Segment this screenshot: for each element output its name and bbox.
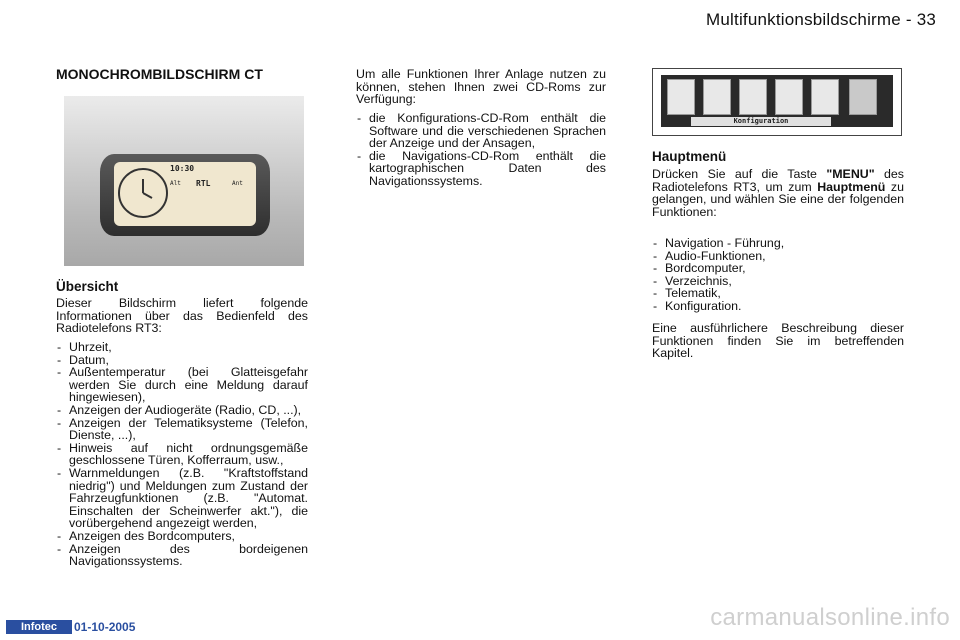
list-item: - Konfiguration. xyxy=(652,300,904,313)
list-item: - Außentemperatur (bei Glatteisgefahr werden Sie durch eine Meldung darauf hingewiesen), xyxy=(56,366,308,404)
function-list xyxy=(652,237,904,313)
lcd-station: RTL xyxy=(196,179,211,188)
audio-icon xyxy=(703,79,731,115)
list-item: - Verzeichnis, xyxy=(652,275,904,288)
telematik-icon xyxy=(811,79,839,115)
intro-text-2: des Radiotelefons RT3, um zum xyxy=(652,167,905,194)
menu-key: "MENU" xyxy=(826,167,875,181)
main-menu-heading: Hauptmenü xyxy=(652,149,727,164)
bordcomputer-icon xyxy=(739,79,767,115)
lcd-label-c: Ant xyxy=(232,180,243,187)
menu-selected-label: Konfiguration xyxy=(691,117,831,126)
list-item: - Uhrzeit, xyxy=(56,341,308,354)
cd-list xyxy=(356,112,606,188)
list-item: - Warnmeldungen (z.B. "Kraftstoffstand niedrig") und Meldungen zum Zustand der Fahrzeugfunktionen (z.B. "Automat. Einschalten der Scheinwerfer akt."), die vorübergehend angezeigt werden, xyxy=(56,467,308,530)
main-menu-term: Hauptmenü xyxy=(817,179,886,194)
list-item: - Anzeigen der Audiogeräte (Radio, CD, ...), xyxy=(56,404,308,417)
intro-text-1: Drücken Sie auf die Taste xyxy=(652,167,827,181)
navigation-icon xyxy=(667,79,695,115)
list-item: - die Konfigurations-CD-Rom enthält die Software und die verschiedenen Sprachen der Anzeige und der Ansagen, xyxy=(356,112,606,150)
clock-dial-icon xyxy=(118,168,168,218)
list-item: - Anzeigen des bordeigenen Navigationssystems. xyxy=(56,543,308,568)
verzeichnis-icon xyxy=(775,79,803,115)
list-item: - Audio-Funktionen, xyxy=(652,250,904,263)
display-lcd xyxy=(114,162,256,226)
section-title: MONOCHROMBILDSCHIRM CT xyxy=(56,66,263,82)
main-menu-outro: Eine ausführlichere Beschreibung dieser Funktionen finden Sie im betreffenden Kapitel. xyxy=(652,321,904,361)
header-separator: - xyxy=(905,10,912,29)
infotec-badge: Infotec xyxy=(6,620,72,634)
overview-heading: Übersicht xyxy=(56,279,119,294)
list-item: - Hinweis auf nicht ordnungsgemäße geschlossene Türen, Kofferraum, usw., xyxy=(56,442,308,467)
watermark: carmanualsonline.info xyxy=(710,604,950,631)
menu-screen xyxy=(661,75,893,127)
main-menu-intro xyxy=(652,168,904,218)
list-item: - Navigation - Führung, xyxy=(652,237,904,250)
main-menu-image xyxy=(652,68,902,136)
list-item: - die Navigations-CD-Rom enthält die kartographischen Daten des Navigationssystems. xyxy=(356,150,606,188)
page-number: 33 xyxy=(916,10,936,29)
list-item: - Telematik, xyxy=(652,287,904,300)
display-photo xyxy=(64,96,304,266)
list-item: - Anzeigen der Telematiksysteme (Telefon, Dienste, ...), xyxy=(56,417,308,442)
list-item: - Bordcomputer, xyxy=(652,262,904,275)
lcd-label-a: Alt xyxy=(170,180,181,187)
footer-date: 01-10-2005 xyxy=(74,620,136,634)
page-header xyxy=(706,10,936,30)
list-item: - Anzeigen des Bordcomputers, xyxy=(56,530,308,543)
lcd-time: 10:30 xyxy=(170,164,195,173)
intro-text-3: zu gelangen, und wählen Sie eine der folgenden Funktionen: xyxy=(652,179,904,219)
list-item: - Datum, xyxy=(56,354,308,367)
cd-intro: Um alle Funktionen Ihrer Anlage nutzen zu können, stehen Ihnen zwei CD-Roms zur Verfügung: xyxy=(356,67,606,107)
header-title: Multifunktionsbildschirme xyxy=(706,10,901,29)
overview-list xyxy=(56,341,308,568)
konfiguration-icon xyxy=(849,79,877,115)
overview-intro: Dieser Bildschirm liefert folgende Informationen über das Bedienfeld des Radiotelefons RT3: xyxy=(56,296,308,336)
